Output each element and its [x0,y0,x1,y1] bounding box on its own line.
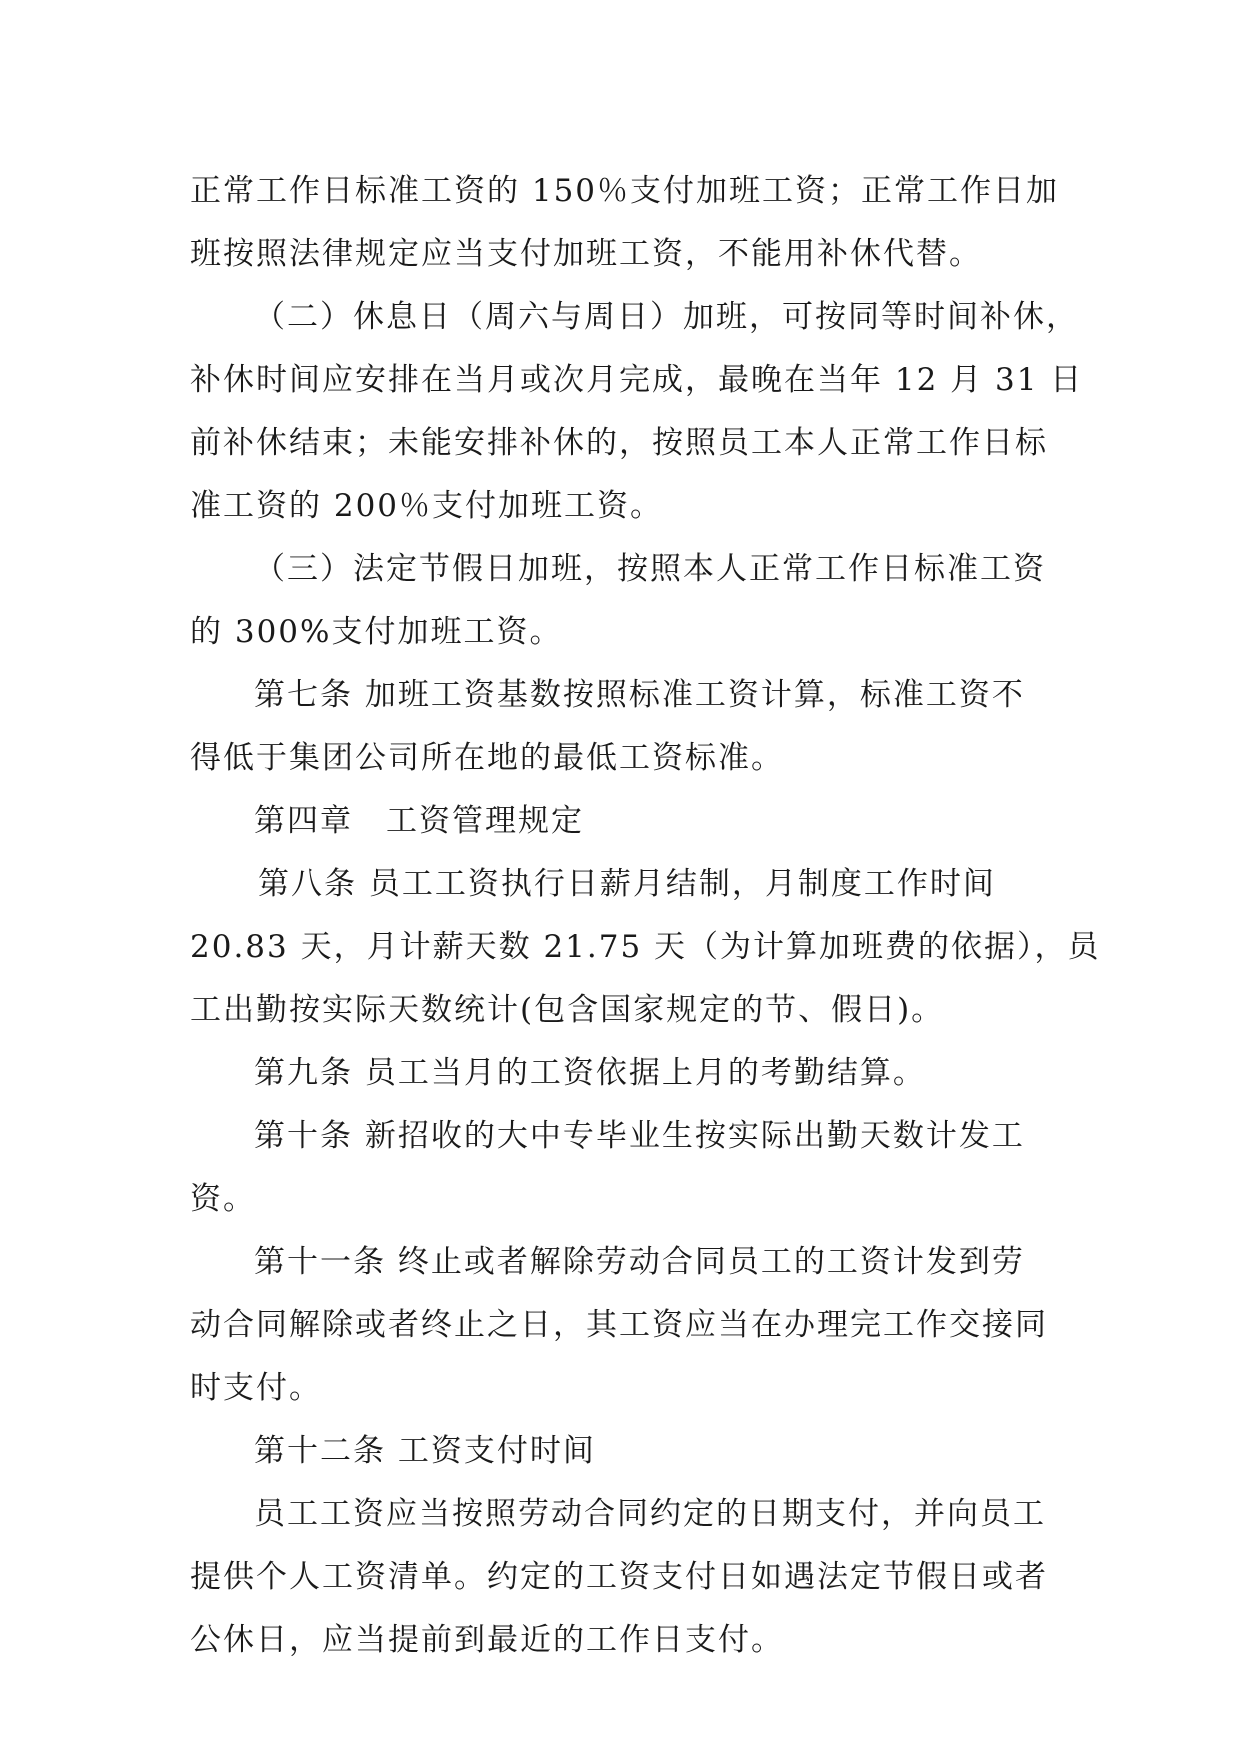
text-line: 补休时间应安排在当月或次月完成，最晚在当年 12 月 31 日 [190,362,1084,398]
text-line: 工出勤按实际天数统计(包含国家规定的节、假日)。 [190,992,945,1028]
chapter-heading: 第四章 工资管理规定 [254,803,584,839]
text-line: 准工资的 200％支付加班工资。 [190,488,664,524]
text-line: 资。 [190,1181,256,1217]
text-line: 第八条 员工工资执行日薪月结制，月制度工作时间 [258,866,996,902]
text-line: 的 300%支付加班工资。 [190,614,563,650]
text-line: 员工工资应当按照劳动合同约定的日期支付，并向员工 [254,1496,1046,1532]
text-line: 班按照法律规定应当支付加班工资，不能用补休代替。 [190,236,982,272]
text-line: 得低于集团公司所在地的最低工资标准。 [190,740,784,776]
text-line: 动合同解除或者终止之日，其工资应当在办理完工作交接同 [190,1307,1048,1343]
text-line: 公休日，应当提前到最近的工作日支付。 [190,1622,784,1658]
text-line: 提供个人工资清单。约定的工资支付日如遇法定节假日或者 [190,1559,1048,1595]
text-line: 第十二条 工资支付时间 [254,1433,596,1469]
text-line: 正常工作日标准工资的 150％支付加班工资；正常工作日加 [190,173,1060,209]
text-line: 时支付。 [190,1370,322,1406]
text-line: 第七条 加班工资基数按照标准工资计算，标准工资不 [254,677,1025,713]
text-line: 前补休结束；未能安排补休的，按照员工本人正常工作日标 [190,425,1048,461]
text-line: 第十一条 终止或者解除劳动合同员工的工资计发到劳 [254,1244,1025,1280]
text-line: 20.83 天，月计薪天数 21.75 天（为计算加班费的依据），员 [190,929,1101,965]
text-line: 第十条 新招收的大中专毕业生按实际出勤天数计发工 [254,1118,1025,1154]
text-line: 第九条 员工当月的工资依据上月的考勤结算。 [254,1055,926,1091]
text-line: （二）休息日（周六与周日）加班，可按同等时间补休， [254,299,1079,335]
text-line: （三）法定节假日加班，按照本人正常工作日标准工资 [254,551,1046,587]
document-body [190,160,1101,1672]
